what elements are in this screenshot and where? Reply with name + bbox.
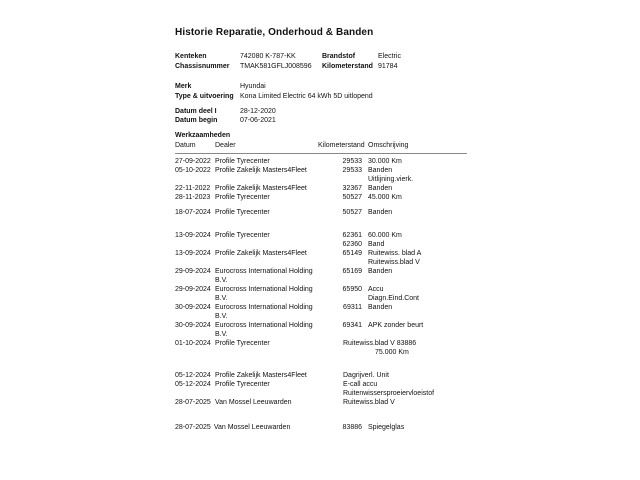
werkzaamheden-rows: [175, 154, 467, 432]
row-dealer-line: Profile Tyrecenter: [215, 339, 270, 347]
row-kilometerstand: 29533: [342, 166, 362, 174]
werkzaamheden-section-title: Werkzaamheden: [175, 131, 231, 139]
row-date: 28-11-2023: [175, 193, 211, 201]
row-items: [318, 321, 467, 339]
column-header-kilometerstand: Kilometerstand: [318, 141, 365, 149]
row-date: 13-09-2024: [175, 231, 211, 239]
table-row: [175, 285, 467, 303]
kilometerstand-label: Kilometerstand: [322, 62, 373, 70]
row-dealer-line: Profile Zakelijk Masters4Fleet: [215, 249, 307, 257]
row-item-line: [318, 267, 467, 276]
row-items: [318, 193, 467, 202]
row-kilometerstand: 65149: [342, 249, 362, 257]
row-dealer-line: Profile Zakelijk Masters4Fleet: [215, 166, 307, 174]
row-items: [318, 184, 467, 193]
row-description: Uitlijning.vierk.: [368, 175, 414, 183]
row-item-line: [318, 371, 467, 380]
row-kilometerstand: [318, 175, 362, 184]
row-dealer-line: Van Mossel Leeuwarden: [213, 423, 291, 431]
row-dealer: [215, 371, 318, 380]
row-description: Banden: [368, 208, 393, 216]
row-item-line: [318, 249, 467, 258]
info-row: [175, 92, 467, 102]
table-row: [175, 208, 467, 217]
table-row: [175, 166, 467, 184]
datum-begin-label: Datum begin: [175, 117, 218, 124]
kilometerstand-value: 91784: [378, 62, 398, 70]
table-row: [175, 184, 467, 193]
kenteken-value: 742080 K-787-KK: [240, 53, 296, 60]
row-description: 60.000 Km: [368, 231, 402, 239]
row-dealer: [215, 184, 318, 193]
kenteken-label: Kenteken: [175, 53, 207, 60]
info-row: [175, 52, 467, 62]
row-item-line: [318, 157, 467, 166]
table-row: [175, 380, 467, 398]
row-item-line: [318, 240, 467, 249]
table-row: [175, 231, 467, 249]
row-description: Banden: [368, 184, 393, 192]
table-row: [175, 398, 467, 407]
row-dealer-line: Profile Tyrecenter: [215, 208, 270, 216]
row-date: 28-07-2025: [175, 423, 211, 431]
datum-begin-value: 07-06-2021: [240, 117, 276, 124]
page-title: Historie Reparatie, Onderhoud & Banden: [175, 27, 374, 38]
row-item-line: [318, 175, 467, 184]
row-item-line: [318, 231, 467, 240]
row-item-line: [318, 208, 467, 217]
row-dealer: [215, 193, 318, 202]
merk-label: Merk: [175, 83, 192, 90]
row-kilometerstand: 32367: [342, 184, 362, 192]
row-description: Ruitewiss. blad A: [368, 249, 422, 257]
row-description: Diagn.Eind.Cont: [368, 294, 419, 302]
merk-value: Hyundai: [240, 83, 266, 90]
row-description: E-call accu: [343, 380, 378, 388]
row-items: [318, 231, 467, 249]
row-items: [318, 249, 467, 267]
row-dealer-line: Eurocross International Holding: [215, 267, 313, 275]
table-row: [175, 321, 467, 339]
datum-deel-1-value: 28-12-2020: [240, 107, 276, 115]
row-item-line: [318, 389, 467, 398]
row-kilometerstand: 65950: [342, 285, 362, 293]
row-items: [318, 339, 467, 357]
row-date: 18-07-2024: [175, 208, 211, 216]
row-dealer-line: B.V.: [215, 276, 228, 284]
table-row: [175, 267, 467, 285]
row-dealer: [215, 339, 318, 357]
row-description: Dagrijverl. Unit: [343, 371, 389, 379]
row-description: Ruitewiss.blad V: [343, 398, 395, 406]
row-dealer: [215, 380, 318, 398]
row-description: 30.000 Km: [368, 157, 402, 165]
row-description: Banden: [368, 166, 393, 174]
row-items: [318, 166, 467, 184]
row-description: Band: [368, 240, 385, 248]
row-date: 29-09-2024: [175, 285, 211, 293]
row-kilometerstand: [318, 258, 362, 267]
row-date: 13-09-2024: [175, 249, 211, 257]
row-dealer-line: Profile Tyrecenter: [215, 157, 270, 165]
row-item-line: [318, 348, 467, 357]
table-row: [175, 423, 467, 432]
row-kilometerstand: [318, 294, 362, 303]
info-row: [175, 62, 467, 72]
row-date: 05-12-2024: [175, 380, 211, 388]
row-item-line: [318, 193, 467, 202]
row-kilometerstand: 62361: [342, 231, 362, 239]
row-item-line: [318, 423, 467, 432]
row-items: [318, 423, 467, 432]
row-date: 22-11-2022: [175, 184, 211, 192]
row-description: Spiegelglas: [368, 423, 405, 431]
row-item-line: [318, 285, 467, 294]
row-date: 05-10-2022: [175, 166, 211, 174]
table-row: [175, 249, 467, 267]
row-item-line: [318, 339, 467, 348]
row-description: Ruitenwissersproeiervloeistof: [343, 389, 435, 397]
info-row: [175, 107, 467, 117]
row-dealer: [215, 249, 318, 267]
row-item-line: [318, 321, 467, 330]
row-dealer-line: Profile Zakelijk Masters4Fleet: [215, 371, 307, 379]
row-description: APK zonder beurt: [368, 321, 424, 329]
row-items: [318, 398, 467, 407]
row-description: Ruitewiss.blad V: [368, 258, 420, 266]
vehicle-info: [175, 82, 467, 101]
row-item-line: [318, 398, 467, 407]
row-item-line: [318, 380, 467, 389]
row-dealer-line: Profile Tyrecenter: [215, 380, 270, 388]
row-kilometerstand: 83886: [342, 423, 362, 431]
row-dealer: [215, 157, 318, 166]
column-header-omschrijving: Omschrijving: [368, 141, 409, 149]
row-dealer-line: B.V.: [215, 330, 228, 338]
brandstof-label: Brandstof: [322, 53, 356, 60]
row-dealer: [215, 398, 318, 407]
row-item-line: [318, 166, 467, 175]
row-kilometerstand: 69341: [342, 321, 362, 329]
row-kilometerstand: 65169: [342, 267, 362, 275]
type-uitvoering-label: Type & uitvoering: [175, 92, 234, 100]
row-dealer-line: Eurocross International Holding: [215, 321, 313, 329]
row-dealer: [215, 208, 318, 217]
report-page: [175, 27, 467, 432]
table-row: [175, 157, 467, 166]
row-date: 30-09-2024: [175, 303, 211, 311]
info-row: [175, 116, 467, 126]
row-kilometerstand: 50527: [342, 208, 362, 216]
row-item-line: [318, 184, 467, 193]
row-item-line: [318, 294, 467, 303]
row-dealer-line: Profile Tyrecenter: [215, 231, 270, 239]
row-item-line: [318, 258, 467, 267]
type-uitvoering-value: Kona Limited Electric 64 kWh 5D uitlopend: [240, 92, 373, 100]
table-row: [175, 371, 467, 380]
datum-deel-1-label: Datum deel I: [175, 107, 217, 115]
row-dealer: [215, 166, 318, 184]
chassisnummer-label: Chassisnummer: [175, 62, 230, 70]
row-date: 05-12-2024: [175, 371, 211, 379]
row-dealer-line: Eurocross International Holding: [215, 303, 313, 311]
row-dealer: [214, 423, 291, 432]
row-date: 30-09-2024: [175, 321, 211, 329]
row-dealer: [215, 267, 318, 285]
row-kilometerstand: 69311: [343, 303, 362, 311]
row-date: 27-09-2022: [175, 157, 211, 165]
chassisnummer-value: TMAK581GFLJ008596: [240, 62, 312, 70]
table-row: [175, 339, 467, 357]
row-date: 29-09-2024: [175, 267, 211, 275]
row-kilometerstand: 50527: [342, 193, 362, 201]
table-header: [175, 141, 467, 154]
row-items: [318, 208, 467, 217]
table-row: [175, 193, 467, 202]
row-dealer-line: Profile Tyrecenter: [215, 193, 270, 201]
row-items: [318, 285, 467, 303]
row-description: Ruitewiss.blad V 83886: [343, 339, 417, 347]
row-date: 01-10-2024: [175, 339, 211, 347]
row-dealer: [215, 231, 318, 249]
row-dealer: [215, 321, 318, 339]
row-description: 75.000 Km: [375, 348, 409, 356]
row-dealer-line: Eurocross International Holding: [215, 285, 313, 293]
row-items: [318, 267, 467, 285]
row-description: Banden: [368, 267, 393, 275]
row-description: Banden: [368, 303, 393, 311]
row-description: Accu: [368, 285, 384, 293]
row-dealer-line: B.V.: [215, 294, 228, 302]
row-items: [318, 303, 467, 321]
brandstof-value: Electric: [378, 53, 401, 60]
column-header-dealer: Dealer: [215, 141, 236, 149]
info-row: [175, 82, 467, 92]
row-dealer-line: Profile Zakelijk Masters4Fleet: [215, 184, 307, 192]
row-kilometerstand: 29533: [342, 157, 362, 165]
row-item-line: [318, 303, 467, 312]
column-header-datum: Datum: [175, 141, 196, 149]
registration-info: [175, 52, 467, 71]
row-items: [318, 380, 467, 398]
row-dealer: [215, 285, 318, 303]
row-kilometerstand: 62360: [342, 240, 362, 248]
table-row: [175, 303, 467, 321]
row-date: 28-07-2025: [175, 398, 211, 406]
row-dealer: [215, 303, 318, 321]
row-dealer-line: Van Mossel Leeuwarden: [215, 398, 292, 406]
row-items: [318, 157, 467, 166]
row-dealer-line: B.V.: [215, 312, 228, 320]
date-info: [175, 107, 467, 126]
row-items: [318, 371, 467, 380]
row-description: 45.000 Km: [368, 193, 402, 201]
